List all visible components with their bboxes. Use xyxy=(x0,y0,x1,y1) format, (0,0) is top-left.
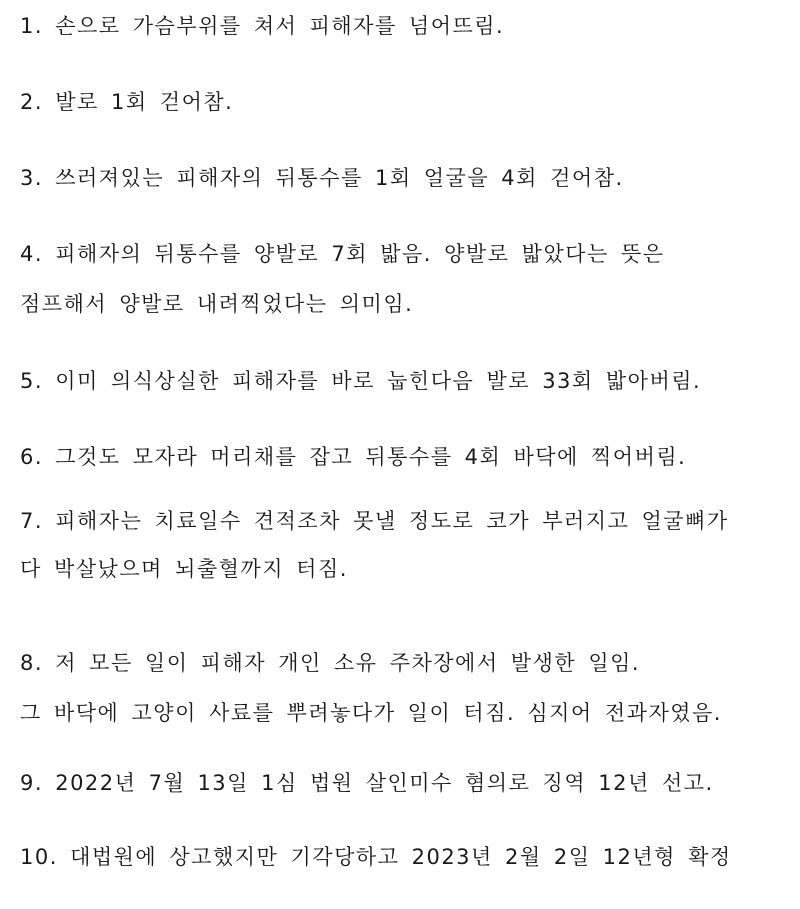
item-7-line: 7. 피해자는 치료일수 견적조차 못낼 정도로 코가 부러지고 얼굴뼈가 xyxy=(20,509,729,533)
item-3-line: 3. 쓰러져있는 피해자의 뒤통수를 1회 얼굴을 4회 걷어참. xyxy=(20,166,624,190)
item-5-line: 5. 이미 의식상실한 피해자를 바로 눕힌다음 발로 33회 밟아버림. xyxy=(20,369,702,393)
item-4-line: 4. 피해자의 뒤통수를 양발로 7회 밟음. 양발로 밟았다는 뜻은 xyxy=(20,242,665,266)
item-4-continuation: 점프해서 양발로 내려찍었다는 의미임. xyxy=(20,292,414,316)
item-7-continuation: 다 박살났으며 뇌출혈까지 터짐. xyxy=(20,557,348,581)
item-8-line: 8. 저 모든 일이 피해자 개인 소유 주차장에서 발생한 일임. xyxy=(20,651,641,675)
item-1-line: 1. 손으로 가슴부위를 쳐서 피해자를 넘어뜨림. xyxy=(20,14,505,38)
item-9-line: 9. 2022년 7월 13일 1심 법원 살인미수 혐의로 징역 12년 선고. xyxy=(20,771,714,795)
item-2-line: 2. 발로 1회 걷어참. xyxy=(20,90,234,114)
item-6-line: 6. 그것도 모자라 머리채를 잡고 뒤통수를 4회 바닥에 찍어버림. xyxy=(20,445,687,469)
item-10-line: 10. 대법원에 상고했지만 기각당하고 2023년 2월 2일 12년형 확정 xyxy=(20,845,732,869)
item-8-continuation: 그 바닥에 고양이 사료를 뿌려놓다가 일이 터짐. 심지어 전과자였음. xyxy=(20,701,722,725)
